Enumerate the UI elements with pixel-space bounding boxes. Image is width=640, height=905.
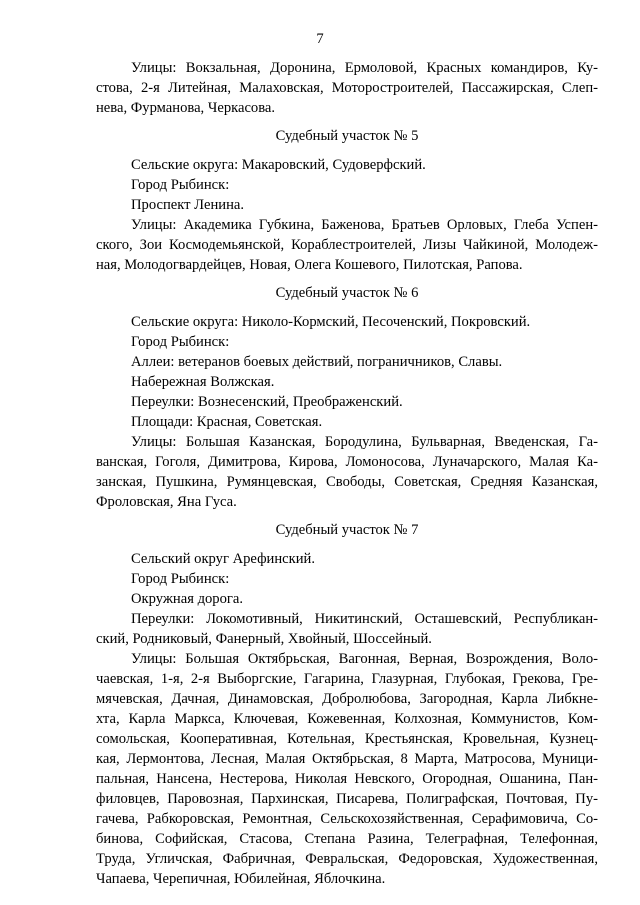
text-line: Переулки: Вознесенский, Преображенский. bbox=[131, 394, 403, 410]
paragraph bbox=[96, 195, 598, 215]
text-line: Площади: Красная, Советская. bbox=[131, 414, 323, 430]
text-line: Город Рыбинск: bbox=[131, 177, 230, 193]
paragraph bbox=[96, 332, 598, 352]
text-line: Сельский округ Арефинский. bbox=[131, 551, 315, 567]
text-line: Сельские округа: Макаровский, Судоверфский. bbox=[131, 157, 426, 173]
text-line: ского, Зои Космодемьянской, Кораблестроителей, Лизы Чайкиной, Молодеж- bbox=[96, 237, 598, 253]
text-line: Город Рыбинск: bbox=[131, 571, 230, 587]
text-line: Улицы: Академика Губкина, Баженова, Братьев Орловых, Глеба Успен- bbox=[131, 217, 598, 233]
text-line: Улицы: Большая Казанская, Бородулина, Бульварная, Введенская, Га- bbox=[131, 434, 598, 450]
paragraph bbox=[96, 569, 598, 589]
paragraph bbox=[96, 649, 598, 889]
paragraph bbox=[96, 549, 598, 569]
paragraph bbox=[96, 312, 598, 332]
paragraph bbox=[96, 215, 598, 275]
text-line: Улицы: Большая Октябрьская, Вагонная, Верная, Возрождения, Воло- bbox=[131, 651, 598, 667]
text-line: Сельские округа: Николо-Кормский, Песоченский, Покровский. bbox=[131, 314, 531, 330]
page-number: 7 bbox=[316, 31, 324, 47]
paragraph bbox=[96, 352, 598, 372]
text-line: Улицы: Вокзальная, Доронина, Ермоловой, Красных командиров, Ку- bbox=[131, 60, 598, 76]
paragraph bbox=[96, 589, 598, 609]
text-line: кая, Лермонтова, Лесная, Малая Октябрьская, 8 Марта, Матросова, Муници- bbox=[96, 751, 598, 767]
text-line: нева, Фурманова, Черкасова. bbox=[96, 100, 276, 116]
paragraph bbox=[96, 175, 598, 195]
paragraph bbox=[96, 392, 598, 412]
text-line: чаевская, 1-я, 2-я Выборгские, Гагарина, Глазурная, Глубокая, Грекова, Гре- bbox=[96, 671, 598, 687]
paragraph bbox=[96, 155, 598, 175]
text-line: стова, 2-я Литейная, Малаховская, Моторостроителей, Пассажирская, Слеп- bbox=[96, 80, 598, 96]
text-line: Окружная дорога. bbox=[131, 591, 243, 607]
text-line: филовцев, Паровозная, Пархинская, Писарева, Полиграфская, Почтовая, Пу- bbox=[96, 791, 598, 807]
paragraph bbox=[96, 58, 598, 118]
text-line: сомольская, Кооперативная, Котельная, Крестьянская, Кровельная, Кузнец- bbox=[96, 731, 598, 747]
text-line: Переулки: Локомотивный, Никитинский, Осташевский, Республикан- bbox=[131, 611, 598, 627]
paragraph bbox=[96, 372, 598, 392]
text-line: Фроловская, Яна Гуса. bbox=[96, 494, 237, 510]
text-line: Набережная Волжская. bbox=[131, 374, 275, 390]
text-line: пальная, Нансена, Нестерова, Николая Невского, Огородная, Ошанина, Пан- bbox=[96, 771, 598, 787]
text-line: Город Рыбинск: bbox=[131, 334, 230, 350]
paragraph bbox=[96, 412, 598, 432]
text-line: ная, Молодогвардейцев, Новая, Олега Кошевого, Пилотская, Рапова. bbox=[96, 257, 523, 273]
text-line: мячевская, Дачная, Динамовская, Добролюбова, Загородная, Карла Либкне- bbox=[96, 691, 598, 707]
section-heading: Судебный участок № 6 bbox=[275, 285, 419, 301]
paragraph bbox=[96, 609, 598, 649]
text-line: гачева, Рабкоровская, Ремонтная, Сельскохозяйственная, Серафимовича, Со- bbox=[96, 811, 598, 827]
text-line: хта, Карла Маркса, Ключевая, Кожевенная, Колхозная, Коммунистов, Ком- bbox=[96, 711, 598, 727]
text-line: бинова, Софийская, Стасова, Степана Разина, Телеграфная, Телефонная, bbox=[96, 831, 598, 847]
text-line: Аллеи: ветеранов боевых действий, пограничников, Славы. bbox=[131, 354, 503, 370]
document-body bbox=[96, 58, 598, 889]
text-line: Труда, Угличская, Фабричная, Февральская, Федоровская, Художественная, bbox=[96, 851, 598, 867]
section-heading: Судебный участок № 5 bbox=[275, 128, 419, 144]
paragraph bbox=[96, 432, 598, 512]
section-heading: Судебный участок № 7 bbox=[275, 522, 419, 538]
text-line: ванская, Гоголя, Димитрова, Кирова, Ломоносова, Луначарского, Малая Ка- bbox=[96, 454, 598, 470]
text-line: Проспект Ленина. bbox=[131, 197, 245, 213]
text-line: занская, Пушкина, Румянцевская, Свободы, Советская, Средняя Казанская, bbox=[96, 474, 598, 490]
text-line: ский, Родниковый, Фанерный, Хвойный, Шоссейный. bbox=[96, 631, 432, 647]
text-line: Чапаева, Черепичная, Юбилейная, Яблочкина. bbox=[96, 871, 386, 887]
